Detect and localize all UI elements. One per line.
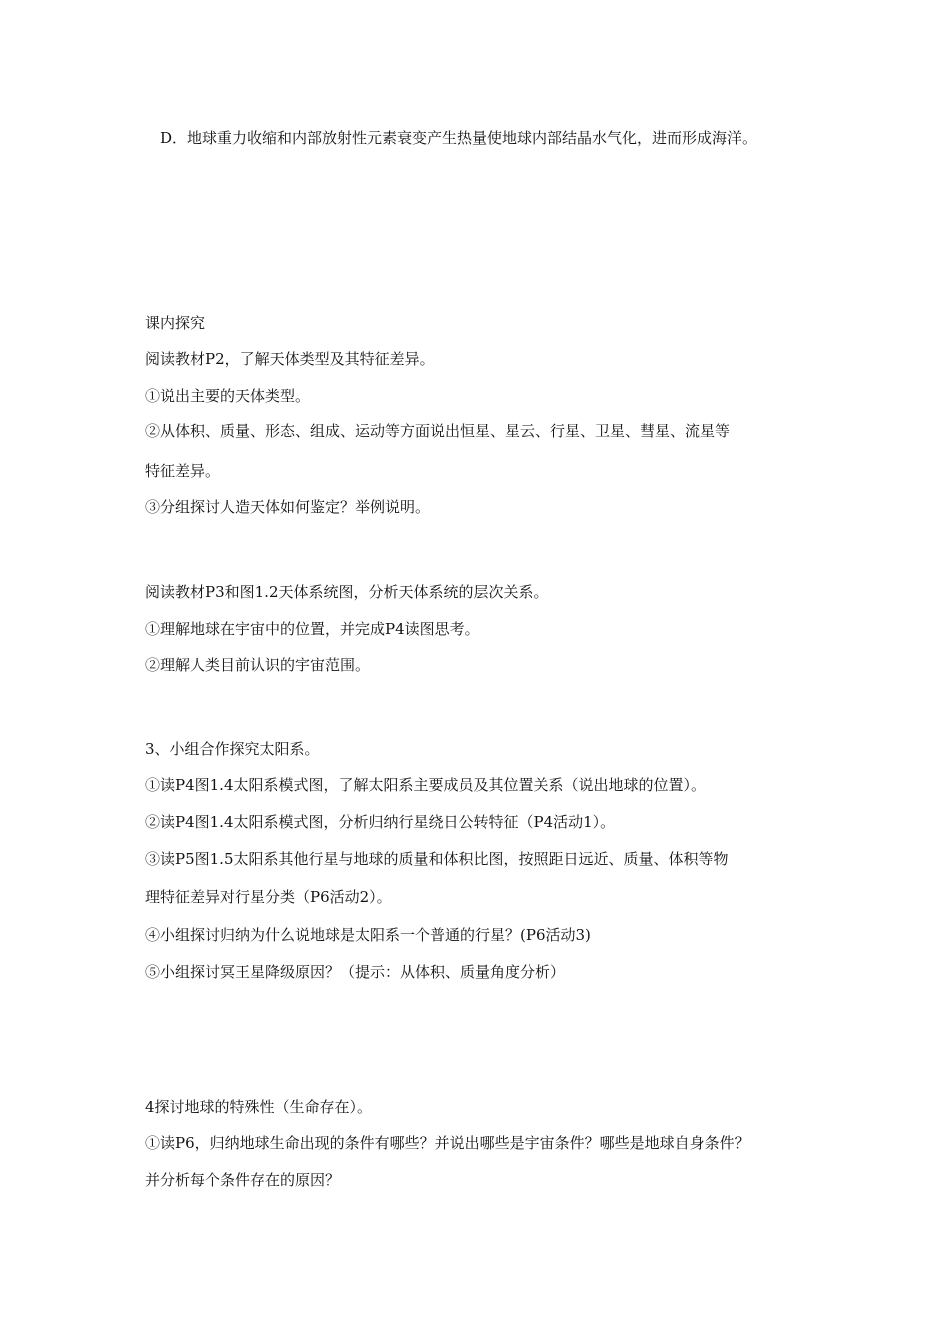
reading1-question-3: ③分组探讨人造天体如何鉴定？举例说明。 bbox=[145, 498, 431, 516]
section3-question-4: ④小组探讨归纳为什么说地球是太阳系一个普通的行星？(P6活动3) bbox=[145, 926, 591, 944]
section3-question-3-line2: 理特征差异对行星分类（P6活动2）。 bbox=[145, 888, 392, 906]
option-d: D．地球重力收缩和内部放射性元素衰变产生热量使地球内部结晶水气化，进而形成海洋。 bbox=[160, 129, 758, 147]
section4-question-1-line1: ①读P6，归纳地球生命出现的条件有哪些？并说出哪些是宇宙条件？哪些是地球自身条件？ bbox=[145, 1134, 750, 1152]
section3-title: 3、小组合作探究太阳系。 bbox=[145, 740, 320, 758]
reading2-question-2: ②理解人类目前认识的宇宙范围。 bbox=[145, 656, 371, 674]
section3-question-3-line1: ③读P5图1.5太阳系其他行星与地球的质量和体积比图，按照距日远近、质量、体积等物 bbox=[145, 850, 729, 868]
section4-question-1-line2: 并分析每个条件存在的原因？ bbox=[145, 1171, 341, 1189]
reading1-intro: 阅读教材P2，了解天体类型及其特征差异。 bbox=[145, 350, 435, 368]
reading1-question-2-line1: ②从体积、质量、形态、组成、运动等方面说出恒星、星云、行星、卫星、彗星、流星等 bbox=[145, 422, 731, 440]
reading1-question-2-line2: 特征差异。 bbox=[145, 462, 221, 480]
section4-title: 4探讨地球的特殊性（生命存在）。 bbox=[145, 1098, 373, 1116]
section3-question-5: ⑤小组探讨冥王星降级原因？（提示：从体积、质量角度分析） bbox=[145, 963, 566, 981]
reading2-intro: 阅读教材P3和图1.2天体系统图，分析天体系统的层次关系。 bbox=[145, 583, 549, 601]
section3-question-1: ①读P4图1.4太阳系模式图，了解太阳系主要成员及其位置关系（说出地球的位置）。 bbox=[145, 776, 706, 794]
section-title: 课内探究 bbox=[145, 314, 206, 332]
reading2-question-1: ①理解地球在宇宙中的位置，并完成P4读图思考。 bbox=[145, 620, 480, 638]
reading1-question-1: ①说出主要的天体类型。 bbox=[145, 387, 311, 405]
section3-question-2: ②读P4图1.4太阳系模式图，分析归纳行星绕日公转特征（P4活动1）。 bbox=[145, 813, 616, 831]
